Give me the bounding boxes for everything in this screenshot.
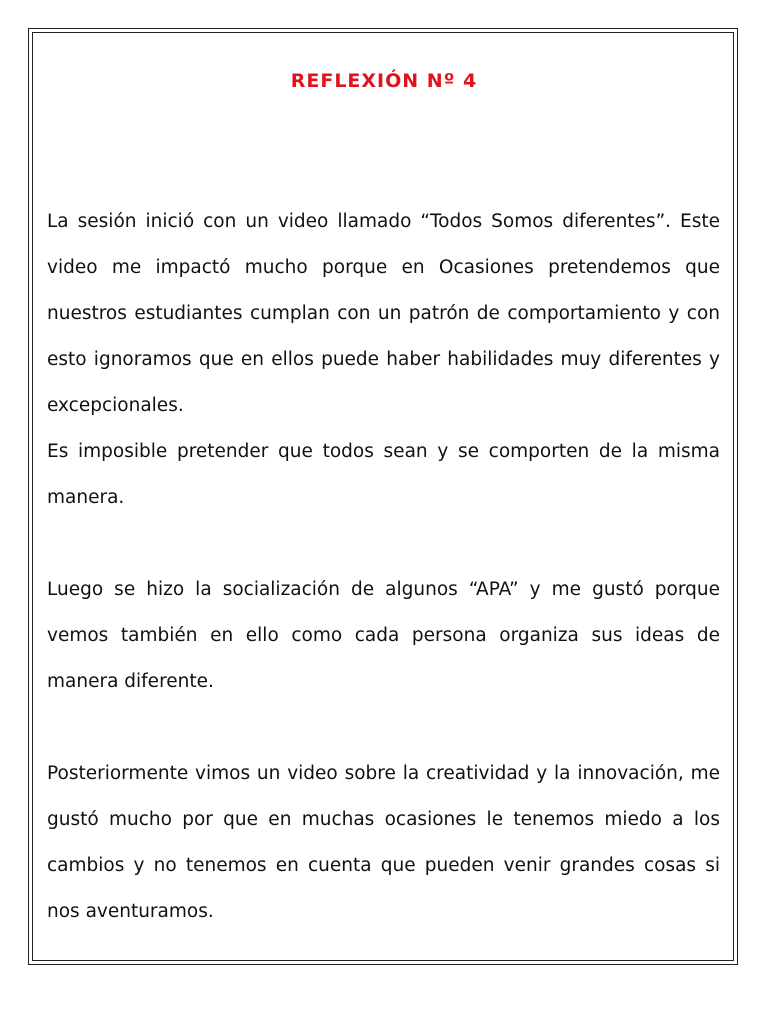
paragraph-spacer xyxy=(47,705,720,751)
paragraph-4: Posteriormente vimos un video sobre la creatividad y la innovación, me gustó mucho por que en muchas ocasiones le tenemos miedo a los cambios y no tenemos en cuenta que pueden venir grandes cosas si nos aventuramos. xyxy=(47,763,720,922)
document-title: REFLEXIÓN Nº 4 xyxy=(290,70,478,92)
paragraph-3: Luego se hizo la socialización de algunos “APA” y me gustó porque vemos también en ello como cada persona organiza sus ideas de manera diferente. xyxy=(47,579,720,692)
document-body xyxy=(47,199,720,935)
paragraph-spacer xyxy=(47,521,720,567)
paragraph-2: Es imposible pretender que todos sean y se comporten de la misma manera. xyxy=(47,441,720,508)
paragraph-1: La sesión inició con un video llamado “Todos Somos diferentes”. Este video me impactó mucho porque en Ocasiones pretendemos que nuestros estudiantes cumplan con un patrón de comportamiento y con esto ignoramos que en ellos puede haber habilidades muy diferentes y excepcionales. xyxy=(47,211,720,416)
